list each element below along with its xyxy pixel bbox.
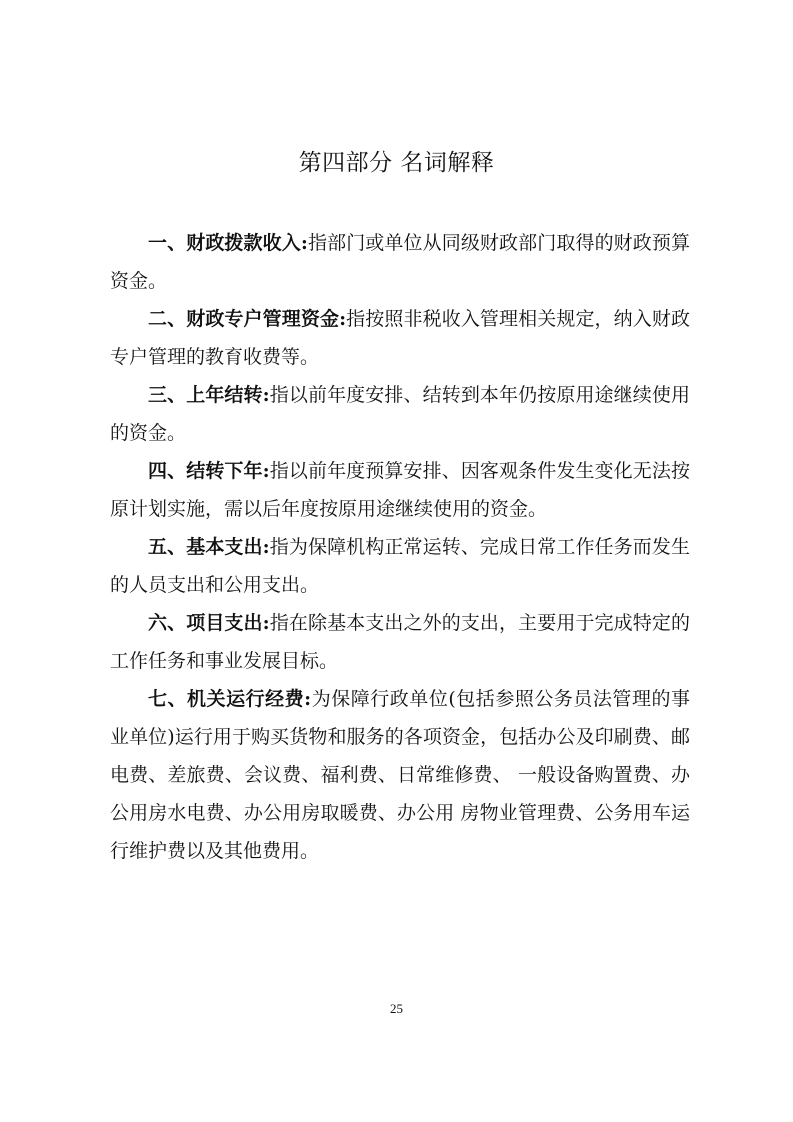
entry-definition: 指为保障机构正常运转、完成日常工作任务而发生的人员支出和公用支出。 (110, 536, 690, 596)
term-colon: : (300, 232, 308, 254)
entry-definition: 指按照非税收入管理相关规定，纳入财政专户管理的教育收费等。 (110, 308, 690, 368)
glossary-entry (110, 376, 690, 452)
entry-definition: 指部门或单位从同级财政部门取得的财政预算资金。 (110, 232, 690, 292)
term-colon: : (262, 460, 270, 482)
term-colon: : (304, 688, 312, 710)
glossary-entry (110, 528, 690, 604)
glossary-entry (110, 452, 690, 528)
term-colon: : (262, 384, 270, 406)
entry-definition: 为保障行政单位(包括参照公务员法管理的事业单位)运行用于购买货物和服务的各项资金，包括办公及印刷费、邮电费、差旅费、会议费、福利费、日常维修费、 一般设备购置费、办公用房水电费、办公用房取暖费、办公用 房物业管理费、公务用车运行维护费以及其他费用。 (110, 688, 690, 862)
entry-definition: 指在除基本支出之外的支出，主要用于完成特定的工作任务和事业发展目标。 (110, 612, 690, 672)
entry-term: 一、财政拨款收入 (148, 232, 301, 254)
term-colon: : (262, 536, 270, 558)
entry-definition: 指以前年度安排、结转到本年仍按原用途继续使用的资金。 (110, 384, 690, 444)
glossary-entry (110, 300, 690, 376)
entry-term: 七、机关运行经费 (148, 688, 305, 710)
entry-term: 六、项目支出 (148, 612, 263, 634)
glossary-entry (110, 680, 690, 870)
term-colon: : (339, 308, 347, 330)
entry-term: 三、上年结转 (148, 384, 263, 406)
term-colon: : (262, 612, 270, 634)
glossary-body (110, 224, 690, 870)
entry-definition: 指以前年度预算安排、因客观条件发生变化无法按原计划实施，需以后年度按原用途继续使用的资金。 (110, 460, 690, 520)
entry-term: 五、基本支出 (148, 536, 263, 558)
page-number: 25 (390, 1001, 403, 1016)
glossary-entry (110, 604, 690, 680)
entry-term: 四、结转下年 (148, 460, 263, 482)
page-title: 第四部分 名词解释 (298, 150, 495, 176)
entry-term: 二、财政专户管理资金 (148, 308, 340, 330)
glossary-entry (110, 224, 690, 300)
